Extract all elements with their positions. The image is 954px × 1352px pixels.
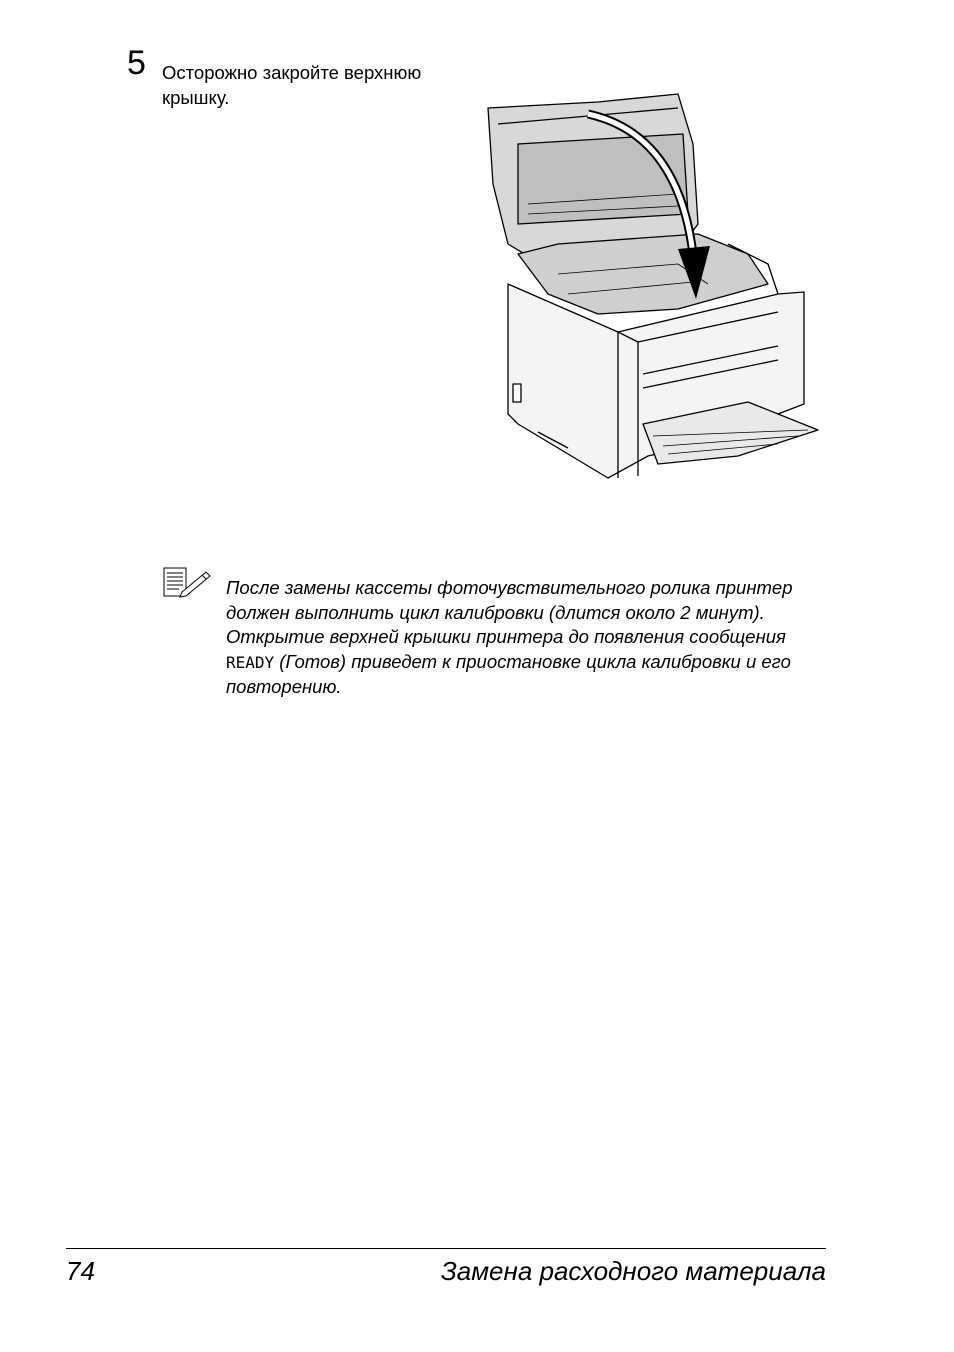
step-number: 5 — [127, 44, 146, 82]
chapter-title: Замена расходного материала — [440, 1256, 826, 1286]
note-text-after: (Готов) приведет к приостановке цикла калибровки и его повторению. — [226, 650, 791, 698]
note-pencil-icon — [162, 566, 214, 598]
footer-divider — [66, 1248, 826, 1249]
step-instruction: Осторожно закройте верхнюю крышку. — [162, 62, 422, 108]
page-number: 74 — [66, 1256, 95, 1286]
note-text — [226, 576, 836, 700]
ready-message-code: READY — [226, 652, 275, 672]
note-text-before: После замены кассеты фоточувствительного ролика принтер должен выполнить цикл калибровки (длится около 2 минут). Открытие верхней крышки принтера до появления сообщения — [226, 577, 793, 648]
printer-illustration — [478, 84, 822, 482]
